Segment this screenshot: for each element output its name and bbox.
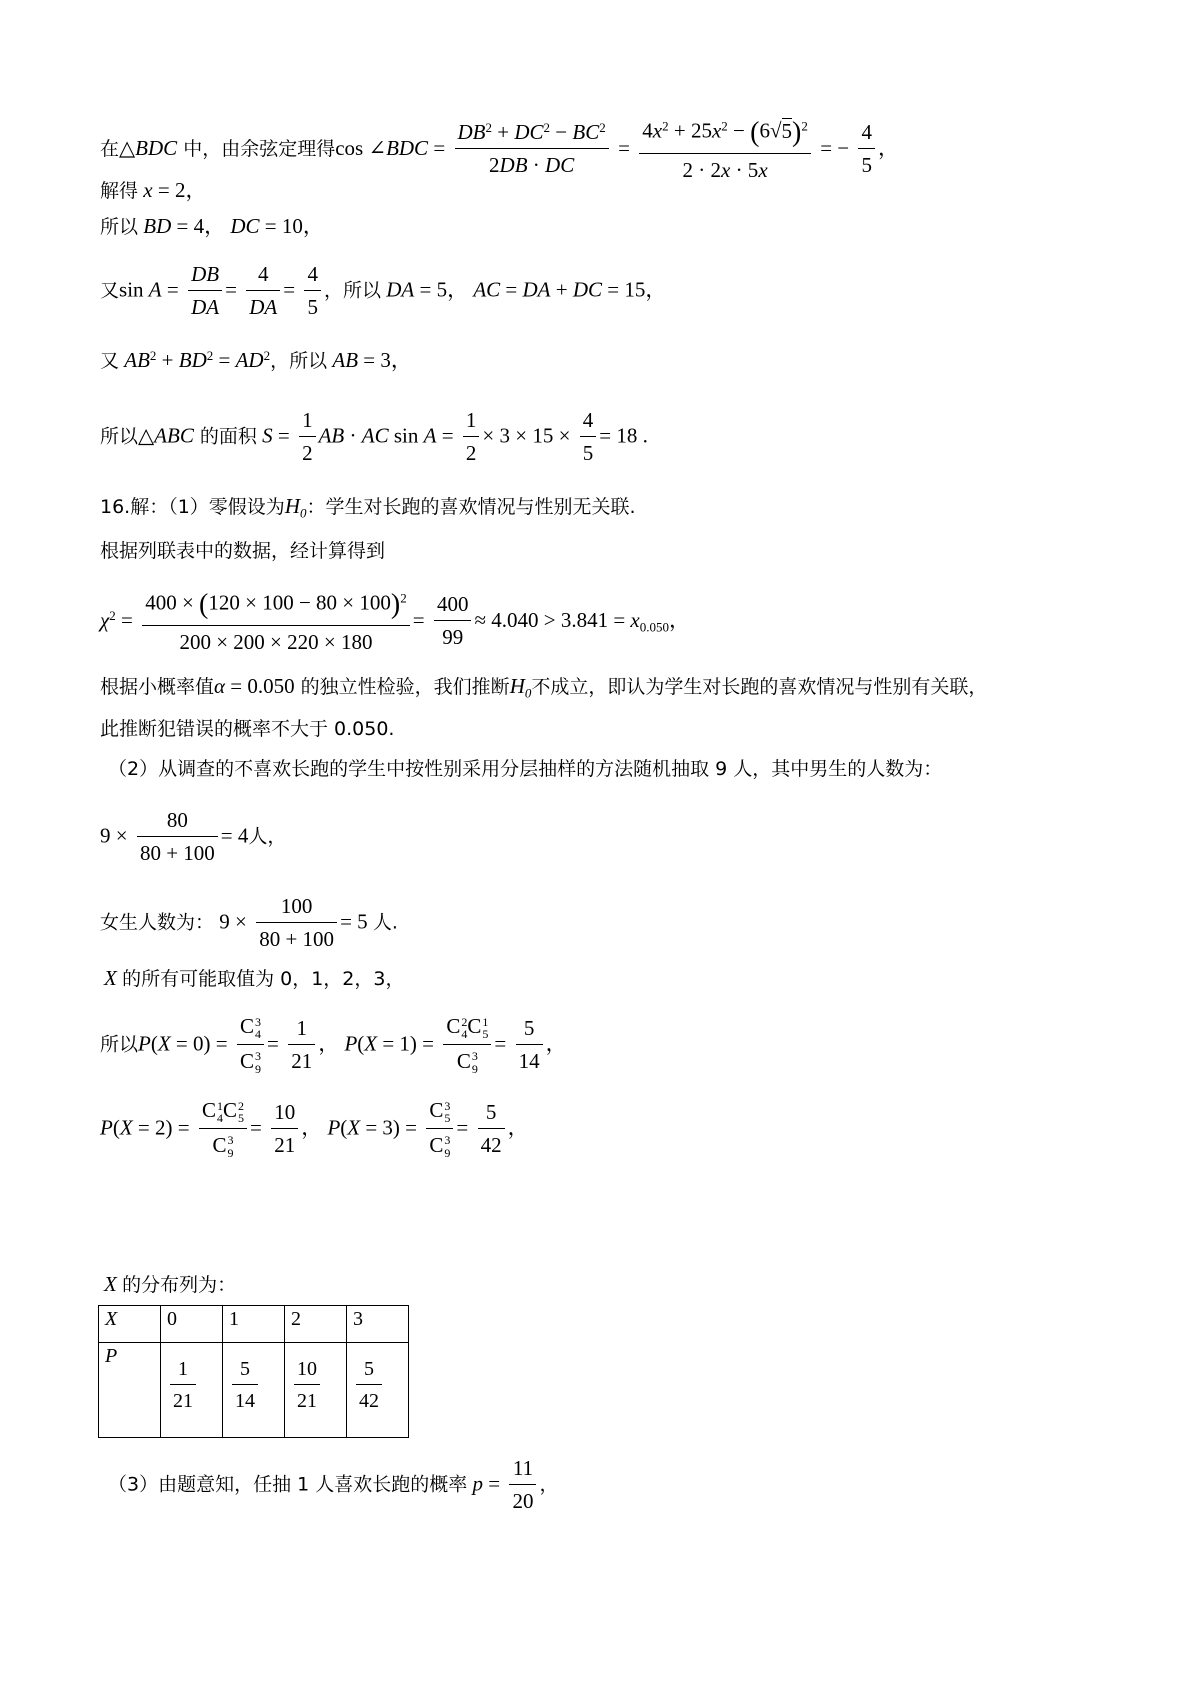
sin-a-line: 又sin A = $\frac{DB}{DA}$ = $\frac{4}{DA}$ = $\frac{4}{5}$ ，所以 DA = 5， AC = DA + DC = 15，: [100, 262, 667, 320]
table-cell: [285, 1343, 347, 1438]
table-fraction: $\frac{10}{21}$: [294, 1357, 320, 1413]
text-you-2: 又: [100, 350, 120, 372]
text-suoyi-5: 所以: [100, 1033, 139, 1056]
text-part3-post: ，: [539, 1473, 559, 1496]
text-suoyi-4: 所以: [100, 425, 139, 448]
sin-fraction-2: $\frac{4}{DA}$: [246, 262, 280, 320]
text-girls: 女生人数为：: [100, 911, 215, 934]
value-critical: 3.841: [560, 607, 609, 632]
text-conclusion-mid: 的独立性检验，我们推断: [294, 676, 510, 698]
text-q16-rest: ：学生对长跑的喜欢情况与性别无关联.: [306, 496, 636, 518]
half-fraction-1: $\frac{1}{2}$: [299, 408, 316, 466]
text-x-values: 的所有可能取值为 0，1，2，3，: [122, 968, 405, 990]
cosine-rule-line: 在△BDC 中，由余弦定理得cos ∠BDC = $\frac{DB^2 + DC^2 - BC^2}{2DB \cdot DC}$ = $\frac{4x^2 + 25x^2 - (6√5)^2}{2 \cdot 2x \cdot 5x}$ = − $\frac{4}{5}$ ，: [100, 117, 899, 182]
x-values-line: X 的所有可能取值为 0，1，2，3，: [104, 966, 405, 990]
text-q16-intro: 16.解：（1）零假设为: [100, 496, 285, 518]
text-girls-unit: 人.: [372, 911, 398, 934]
table-header-cell: 1: [223, 1306, 285, 1343]
q16-hypothesis: 16.解：（1）零假设为$H_0$：学生对长跑的喜欢情况与性别无关联.: [100, 494, 636, 521]
value-alpha: 0.050: [247, 674, 295, 698]
value-dc: 10: [281, 214, 303, 238]
boys-fraction: $\frac{80}{80 + 100}$: [137, 808, 218, 866]
table-header-cell: 3: [347, 1306, 409, 1343]
cosine-fraction-2: $\frac{4x^2 + 25x^2 - (6√5)^2}{2 \cdot 2x \cdot 5x}$: [639, 116, 811, 183]
table-cell: [347, 1343, 409, 1438]
bd-dc-line: 所以 BD = 4， DC = 10，: [100, 214, 324, 238]
text-boys-unit: 人，: [248, 825, 287, 848]
area-line: 所以△ABC 的面积 S = $\frac{1}{2}$ AB · AC sin A = $\frac{1}{2}$ × 3 × 15 × $\frac{4}{5}$ = 18 .: [100, 408, 648, 466]
table-header-cell: X: [99, 1306, 161, 1343]
text-suoyi-3: ，所以: [270, 350, 328, 372]
p2-comb-fraction: C 1 4 C 2 5 C 3 9: [199, 1098, 247, 1160]
distribution-table: [98, 1305, 409, 1438]
text-you: 又: [100, 279, 120, 302]
text-zai: 在: [100, 137, 120, 160]
table-fraction: $\frac{5}{42}$: [356, 1357, 382, 1413]
p1-fraction: $\frac{5}{14}$: [516, 1016, 543, 1074]
sin-fraction-3: $\frac{4}{5}$: [304, 262, 321, 320]
boys-line: 9 × $\frac{80}{80 + 100}$ = 4人，: [100, 808, 287, 866]
four-fifths-fraction: $\frac{4}{5}$: [580, 408, 597, 466]
table-fraction: $\frac{5}{14}$: [232, 1357, 258, 1413]
p-fraction: $\frac{11}{20}$: [509, 1456, 536, 1514]
text-suoyi-2: ，所以: [323, 279, 381, 302]
value-chi: 4.040: [491, 607, 539, 632]
p3-fraction: $\frac{5}{42}$: [478, 1100, 505, 1158]
chi-square-fraction: $\frac{400 \times (120 \times 100 - 80 \times 100)^2}{200 \times 200 \times 220 \times 180}$: [142, 588, 410, 655]
chi-simplified-fraction: $\frac{400}{99}$: [434, 592, 472, 650]
value-da: 5: [436, 277, 448, 302]
table-prob-row: [99, 1343, 409, 1438]
text-dist-intro: 的分布列为：: [122, 1274, 237, 1296]
part2-intro: （2）从调查的不喜欢长跑的学生中按性别采用分层抽样的方法随机抽取 9 人，其中男生的人数为：: [108, 758, 943, 780]
conclusion-line-2: 此推断犯错误的概率不大于 0.050.: [100, 718, 395, 740]
text-conclusion-pre: 根据小概率值: [100, 676, 215, 698]
table-header-row: [99, 1306, 409, 1343]
table-row-label: P: [99, 1343, 161, 1438]
conclusion-line: 根据小概率值α = 0.050 的独立性检验，我们推断$H_0$不成立，即认为学生对长跑的喜欢情况与性别有关联，: [100, 674, 988, 701]
table-header-cell: 0: [161, 1306, 223, 1343]
value-ab: 3: [380, 348, 391, 372]
girls-fraction: $\frac{100}{80 + 100}$: [256, 894, 337, 952]
cosine-fraction-result: $\frac{4}{5}$: [858, 120, 875, 178]
solve-x-line: 解得 x = 2，: [100, 178, 207, 202]
p0-comb-fraction: C 3 4 C 3 9: [237, 1014, 264, 1076]
text-area: 的面积: [193, 425, 257, 448]
prob-line-1: 所以P(X = 0) = C 3 4 C 3 9 = $\frac{1}{21}$ ， P(X = 1) = C 2 4 C 1 5 C 3 9 = $\frac{5}{14}$ ，: [100, 1014, 567, 1076]
p1-comb-fraction: C 2 4 C 1 5 C 3 9: [443, 1014, 491, 1076]
p0-fraction: $\frac{1}{21}$: [288, 1016, 315, 1074]
text-conclusion-post: 不成立，即认为学生对长跑的喜欢情况与性别有关联，: [531, 676, 988, 698]
text-part3: （3）由题意知，任抽 1 人喜欢长跑的概率: [108, 1473, 468, 1496]
part3-line: （3）由题意知，任抽 1 人喜欢长跑的概率 p = $\frac{11}{20}$ ，: [108, 1456, 559, 1514]
value-area: 18: [616, 423, 638, 448]
calc-intro: 根据列联表中的数据，经计算得到: [100, 540, 386, 562]
prob-line-2: P(X = 2) = C 1 4 C 2 5 C 3 9 = $\frac{10}{21}$ ， P(X = 3) = C 3 5 C 3 9 = $\frac{5}{42}$ ，: [100, 1098, 529, 1160]
dist-intro: X 的分布列为：: [104, 1272, 237, 1296]
triangle-name: BDC: [135, 135, 178, 160]
table-cell: [223, 1343, 285, 1438]
sin-fraction-1: $\frac{DB}{DA}$: [188, 262, 222, 320]
cosine-fraction-1: $\frac{DB^2 + DC^2 - BC^2}{2DB \cdot DC}$: [455, 120, 609, 178]
chi-square-line: $\chi^2$ = $\frac{400 \times (120 \times 100 - 80 \times 100)^2}{200 \times 200 \times 220 \times 180}$ = $\frac{400}{99}$ ≈ $4.040 > 3.841 = x_{0.050}$，: [100, 589, 690, 654]
text-jiede: 解得: [100, 180, 139, 202]
text-suoyi: 所以: [100, 216, 139, 238]
text-cosine-rule: 中，由余弦定理得: [177, 137, 336, 160]
table-header-cell: 2: [285, 1306, 347, 1343]
pythagoras-line: 又 $AB^2 + BD^2 = AD^2$，所以 AB = 3，: [100, 347, 412, 372]
table-fraction: $\frac{1}{21}$: [170, 1357, 196, 1413]
p2-fraction: $\frac{10}{21}$: [271, 1100, 298, 1158]
value-x: 2: [174, 178, 186, 202]
girls-line: 女生人数为： 9 × $\frac{100}{80 + 100}$ = 5 人.: [100, 894, 398, 952]
value-ac: 15: [624, 277, 646, 302]
triangle-symbol: △: [119, 135, 136, 160]
p3-comb-fraction: C 3 5 C 3 9: [426, 1098, 453, 1160]
half-fraction-2: $\frac{1}{2}$: [463, 408, 480, 466]
value-girls: 5: [357, 909, 368, 934]
value-bd: 4: [193, 214, 205, 238]
table-cell: [161, 1343, 223, 1438]
value-boys: 4: [237, 823, 249, 848]
